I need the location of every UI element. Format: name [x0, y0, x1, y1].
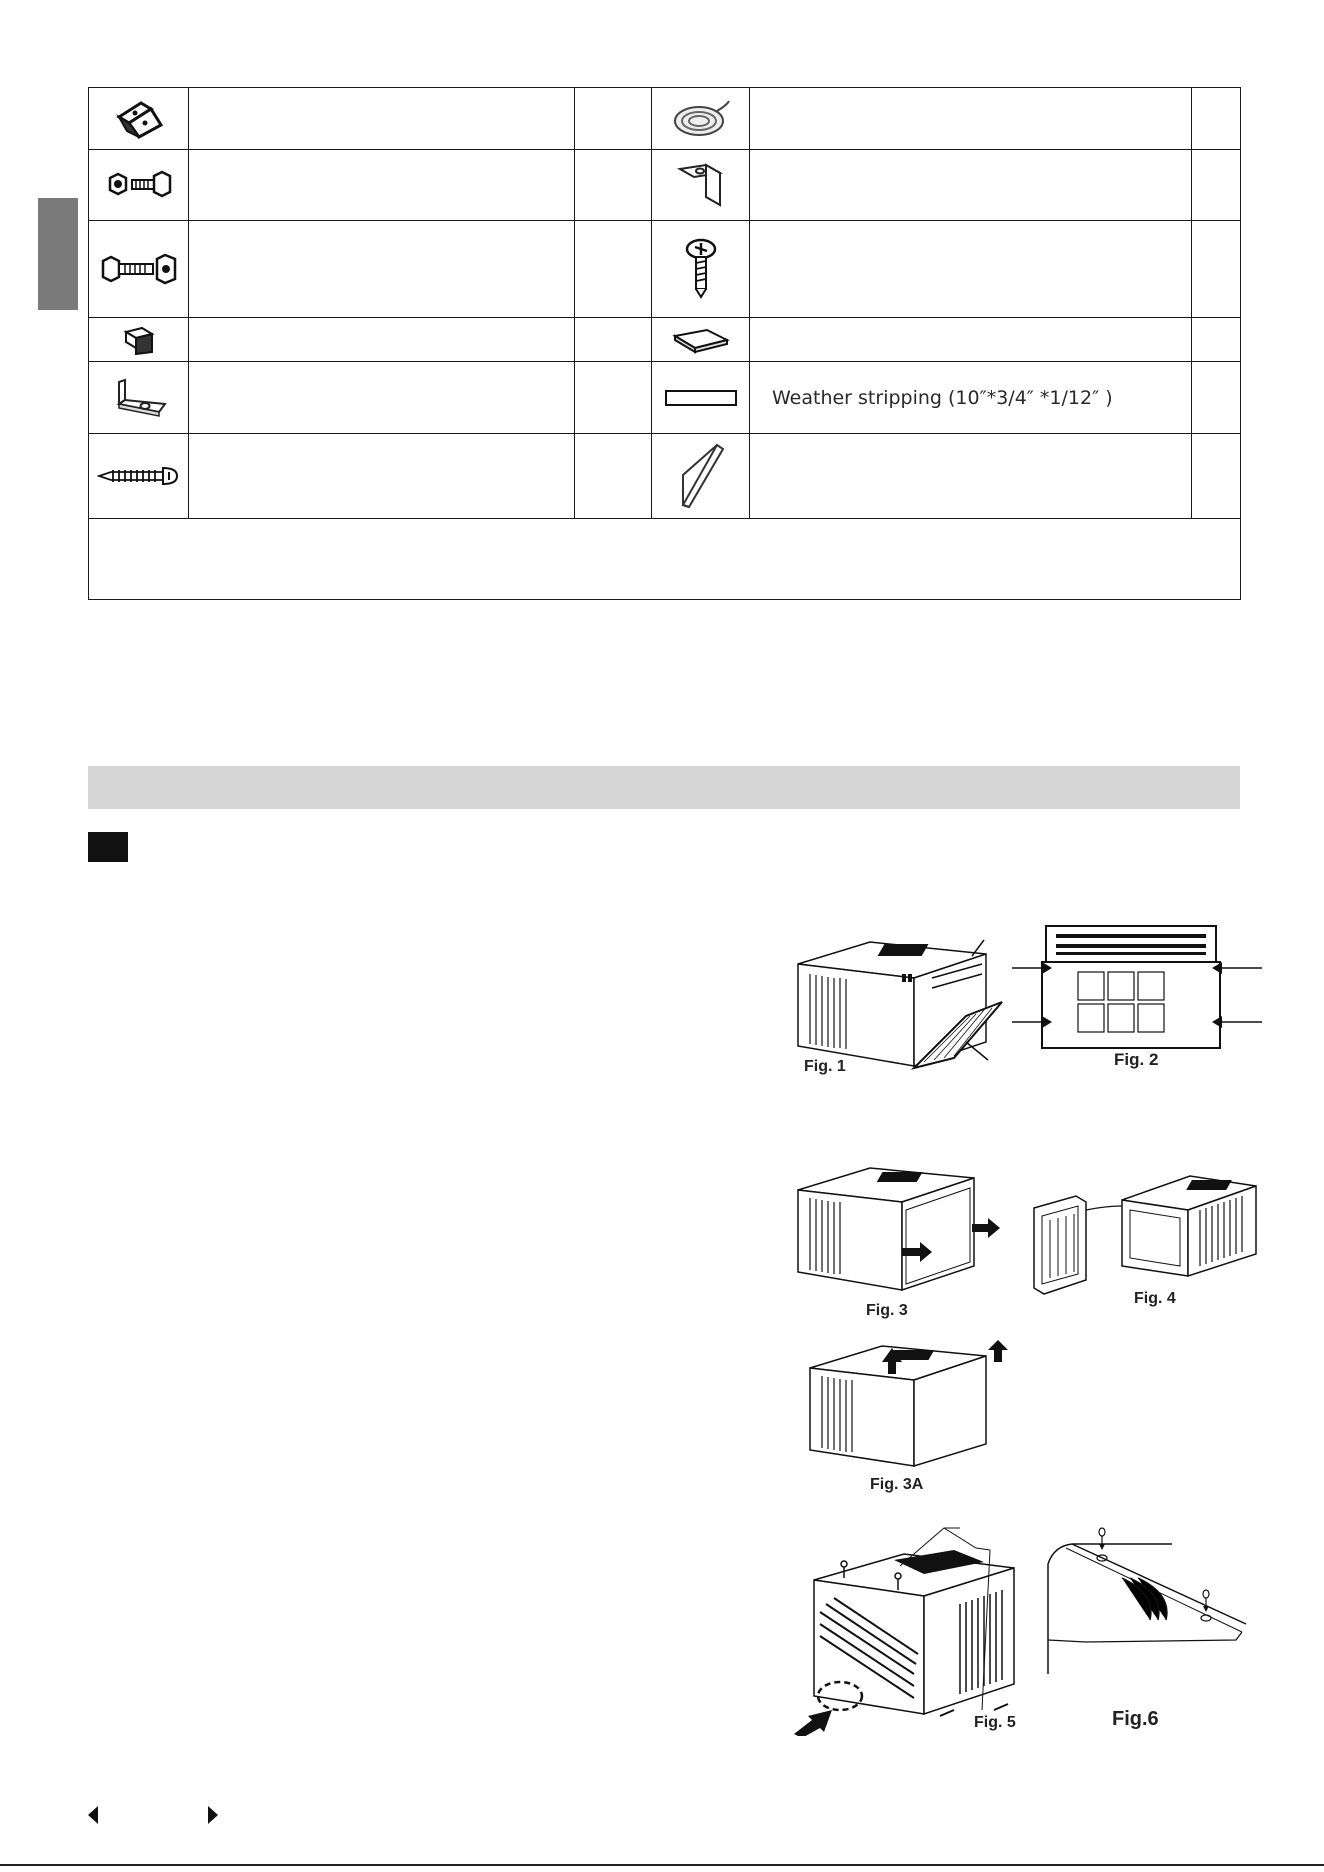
parts-icon-cell — [89, 221, 189, 318]
parts-qty-cell — [1192, 221, 1241, 318]
table-row — [89, 519, 1241, 600]
parts-icon-cell — [89, 434, 189, 519]
table-row — [89, 88, 1241, 150]
foam-roll-icon — [669, 97, 733, 141]
parts-desc-cell — [750, 88, 1192, 150]
parts-icon-cell — [89, 150, 189, 221]
fig2-illustration — [1012, 924, 1262, 1054]
fig5-label: Fig. 5 — [974, 1714, 1016, 1731]
parts-qty-cell — [575, 434, 652, 519]
parts-qty-cell — [575, 88, 652, 150]
parts-icon-cell — [89, 318, 189, 362]
strip-icon — [664, 388, 738, 408]
table-row — [89, 318, 1241, 362]
parts-desc-cell — [189, 434, 575, 519]
parts-desc-cell — [189, 221, 575, 318]
parts-qty-cell — [1192, 88, 1241, 150]
parts-desc-cell — [189, 88, 575, 150]
parts-icon-cell — [652, 221, 750, 318]
fig5-illustration — [784, 1524, 1024, 1736]
fig6-label: Fig.6 — [1112, 1708, 1159, 1730]
parts-icon-cell — [652, 362, 750, 434]
parts-qty-cell — [1192, 150, 1241, 221]
page-bottom-rule — [0, 1864, 1324, 1866]
fig4-illustration — [1030, 1166, 1264, 1298]
page-next-icon[interactable] — [206, 1804, 220, 1826]
foam-pad-icon — [671, 326, 731, 354]
table-row — [89, 150, 1241, 221]
parts-qty-cell — [1192, 434, 1241, 519]
fig3a-illustration — [808, 1340, 1018, 1470]
parts-desc-cell — [750, 150, 1192, 221]
parts-icon-cell — [89, 88, 189, 150]
weather-stripping-desc: Weather stripping (10″*3/4″ *1/12″ ) — [750, 362, 1192, 434]
parts-icon-cell — [652, 434, 750, 519]
parts-desc-cell — [189, 362, 575, 434]
table-row — [89, 362, 1241, 434]
parts-qty-cell — [575, 150, 652, 221]
parts-icon-cell — [652, 150, 750, 221]
l-bracket-icon — [109, 378, 169, 418]
parts-qty-cell — [1192, 362, 1241, 434]
wood-screw-icon — [97, 464, 181, 488]
clip-icon — [122, 324, 156, 356]
angle-bracket-icon — [676, 161, 726, 209]
parts-desc-cell — [750, 434, 1192, 519]
parts-qty-cell — [1192, 318, 1241, 362]
table-row — [89, 221, 1241, 318]
table-row — [89, 434, 1241, 519]
parts-qty-cell — [575, 221, 652, 318]
parts-icon-cell — [652, 318, 750, 362]
parts-qty-cell — [575, 362, 652, 434]
triangle-support-icon — [675, 441, 727, 511]
bracket-icon — [111, 97, 167, 141]
fig3-label: Fig. 3 — [866, 1302, 908, 1319]
parts-desc-cell — [189, 318, 575, 362]
parts-note-cell — [89, 519, 1241, 600]
parts-table — [88, 87, 1241, 600]
fig1-label: Fig. 1 — [804, 1058, 846, 1075]
fig6-illustration — [1046, 1524, 1256, 1694]
fig3-illustration — [796, 1166, 1008, 1294]
parts-desc-cell — [750, 318, 1192, 362]
parts-desc-cell — [750, 221, 1192, 318]
page-prev-icon[interactable] — [86, 1804, 100, 1826]
bolt-nut-icon — [104, 170, 174, 200]
language-side-tab — [38, 198, 78, 310]
fig2-label: Fig. 2 — [1114, 1050, 1159, 1069]
screw-icon — [681, 237, 721, 301]
long-bolt-nut-icon — [99, 253, 179, 285]
parts-qty-cell — [575, 318, 652, 362]
fig3a-label: Fig. 3A — [870, 1476, 924, 1493]
fig1-illustration — [796, 938, 1006, 1070]
fig4-label: Fig. 4 — [1134, 1290, 1176, 1307]
parts-desc-cell — [189, 150, 575, 221]
section-header-bar — [88, 766, 1240, 809]
parts-icon-cell — [652, 88, 750, 150]
step-marker — [88, 832, 128, 862]
parts-icon-cell — [89, 362, 189, 434]
